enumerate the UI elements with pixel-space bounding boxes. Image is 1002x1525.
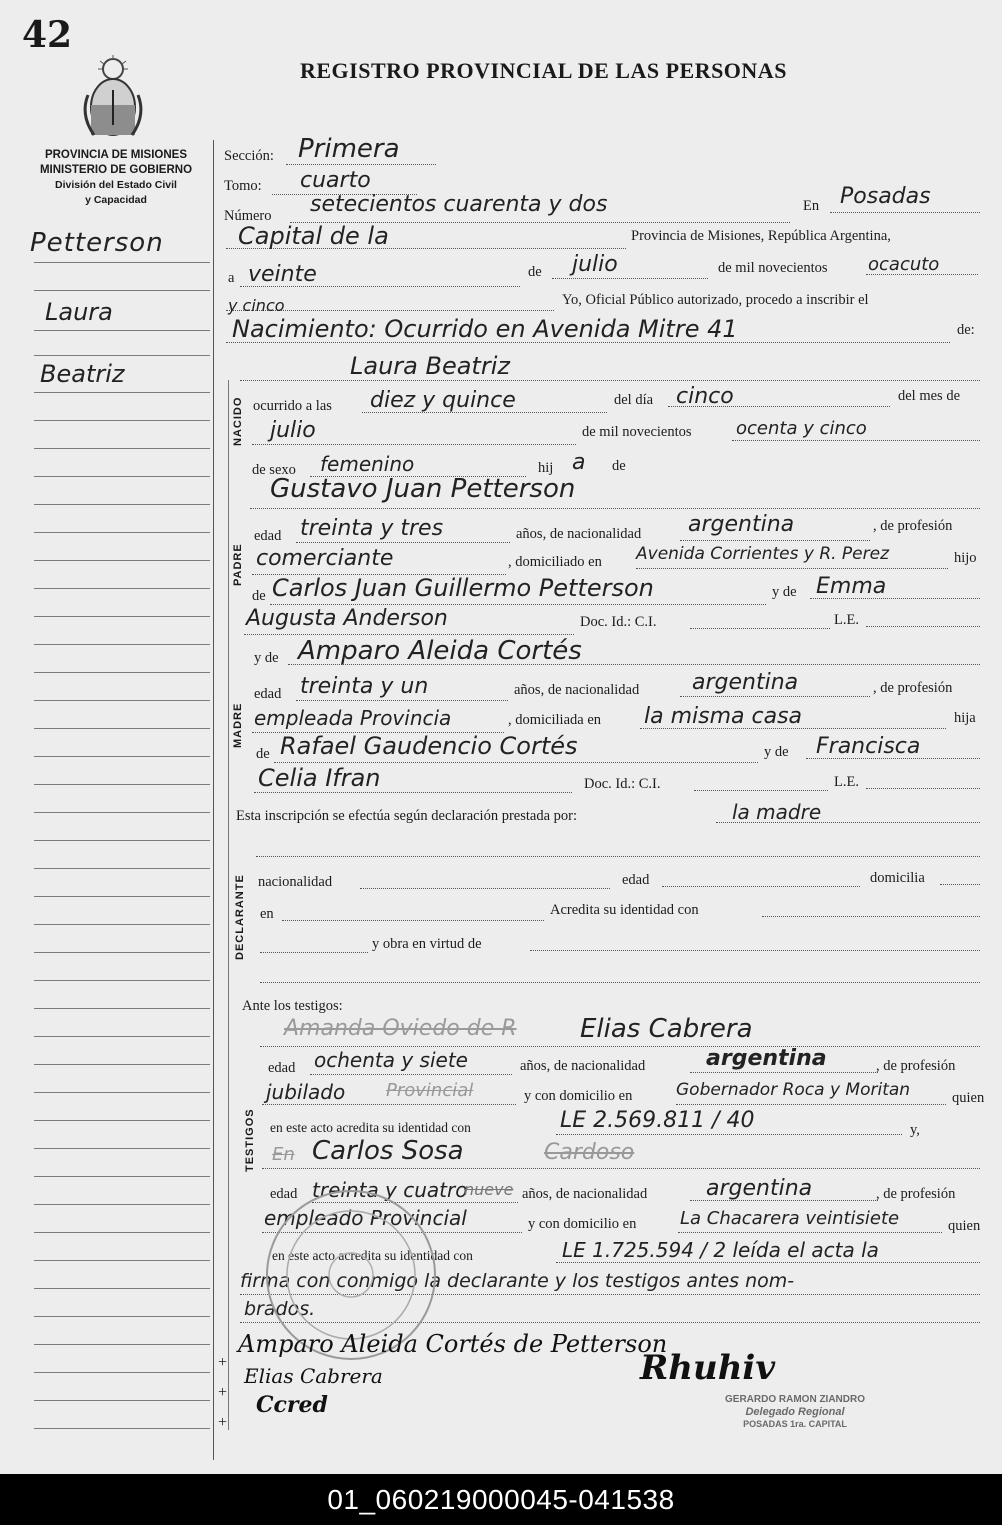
label-padre-nac: años, de nacionalidad (516, 526, 642, 542)
value-t2-prof: empleado Provincial (264, 1206, 467, 1230)
value-sexo: femenino (320, 452, 415, 476)
label-t1-prof: , de profesión (876, 1058, 956, 1074)
label-declarante-dom: domicilia (870, 870, 925, 886)
label-declarante-edad: edad (622, 872, 650, 888)
label-madre-dom: , domiciliada en (508, 712, 602, 728)
label-ante-testigos: Ante los testigos: (242, 998, 343, 1014)
value-dia-nac: cinco (676, 384, 734, 409)
value-padre-prof: comerciante (256, 546, 394, 571)
province-name: PROVINCIA DE MISIONES (44, 149, 188, 161)
section-label-testigos: TESTIGOS (244, 1108, 256, 1172)
label-madre-le: L.E. (834, 774, 859, 790)
value-cierre1: firma con conmigo la declarante y los testigos antes nom- (240, 1270, 795, 1292)
value-madre-padre: Rafael Gaudencio Cortés (280, 732, 578, 760)
label-de-sexo: de sexo (252, 462, 296, 478)
stamp-line1: GERARDO RAMON ZIANDRO (725, 1394, 865, 1405)
value-testigo1: Elias Cabrera (580, 1014, 753, 1044)
signature-testigo2: Ccred (256, 1392, 328, 1418)
division-line2: y Capacidad (85, 194, 147, 206)
value-madre-dom: la misma casa (644, 704, 803, 729)
label-madre-nac: años, de nacionalidad (514, 682, 640, 698)
signature-official: Rhuhiv (640, 1348, 776, 1388)
value-testigo2: Carlos Sosa (312, 1136, 464, 1166)
value-t2-nac: argentina (706, 1176, 813, 1201)
column-divider (213, 140, 214, 1460)
label-padre-dom: , domiciliado en (508, 554, 602, 570)
value-mes-acta: julio (572, 252, 618, 277)
value-anio-acta2: y cinco (228, 296, 285, 315)
label-hij: hij (538, 460, 554, 476)
margin-surname: Petterson (30, 228, 164, 258)
official-stamp (700, 1394, 890, 1430)
signature-madre: Amparo Aleida Cortés de Petterson (238, 1330, 668, 1358)
label-de-mil-nov: de mil novecientos (582, 424, 692, 440)
value-padre-padre: Carlos Juan Guillermo Petterson (272, 574, 654, 602)
value-declarante: la madre (732, 800, 822, 824)
section-label-madre: MADRE (232, 702, 244, 748)
value-testigo2-struck: En (272, 1144, 295, 1165)
label-ocurrido: ocurrido a las (253, 398, 332, 414)
label-del-mes: del mes de (898, 388, 961, 404)
issuer-block (16, 148, 216, 208)
section-label-nacido: NACIDO (232, 396, 244, 446)
ministry-name: MINISTERIO DE GOBIERNO (39, 164, 193, 176)
value-nombre: Laura Beatriz (350, 352, 510, 380)
label-padre-doc: Doc. Id.: C.I. (580, 614, 657, 630)
value-testigo2-struck2: Cardoso (544, 1140, 635, 1165)
label-y-de-madre: y de (254, 650, 279, 666)
stamp-line3: POSADAS 1ra. CAPITAL (743, 1419, 847, 1429)
value-madre-prof: empleada Provincia (254, 706, 452, 730)
signature-testigo1: Elias Cabrera (244, 1364, 383, 1388)
value-padre-madre: Emma (816, 574, 887, 599)
value-t2-edad-struck: nueve (464, 1180, 514, 1199)
label-t1-y: y, (910, 1122, 920, 1138)
label-yo-oficial: Yo, Oficial Público autorizado, procedo a inscribir el (562, 292, 869, 308)
stamp-line2: Delegado Regional (745, 1406, 845, 1418)
label-tomo: Tomo: (224, 178, 262, 194)
value-madre-edad: treinta y un (300, 674, 429, 699)
value-padre-dom: Avenida Corrientes y R. Perez (636, 544, 890, 564)
value-madre-nac: argentina (692, 670, 799, 695)
label-madre-de: de (256, 746, 270, 762)
label-madre-edad: edad (254, 686, 282, 702)
value-numero: setecientos cuarenta y dos (310, 192, 608, 217)
value-madre-madre2: Celia Ifran (258, 764, 381, 792)
signature-marks: + + + (218, 1354, 228, 1431)
label-t1-quien: quien (952, 1090, 985, 1106)
value-hija-suffix: a (572, 450, 586, 475)
label-t2-dom: y con domicilio en (528, 1216, 637, 1232)
label-t2-quien: quien (948, 1218, 981, 1234)
value-t2-dom: La Chacarera veintisiete (680, 1208, 900, 1229)
label-padre-edad: edad (254, 528, 282, 544)
label-a: a (228, 270, 235, 286)
value-padre-nombre: Gustavo Juan Petterson (270, 474, 576, 504)
value-dia-acta: veinte (248, 262, 317, 287)
label-padre-le: L.E. (834, 612, 859, 628)
label-declarante-nac: nacionalidad (258, 874, 333, 890)
value-t2-id: LE 1.725.594 / 2 leída el acta la (562, 1238, 879, 1262)
margin-second-name: Beatriz (40, 360, 125, 388)
label-padre-y-de: y de (772, 584, 797, 600)
label-padre-de: de (252, 588, 266, 604)
label-t1-dom: y con domicilio en (524, 1088, 633, 1104)
value-mes-nac: julio (270, 418, 316, 443)
label-seccion: Sección: (224, 148, 274, 164)
label-madre-y-de: y de (764, 744, 789, 760)
value-madre-nombre: Amparo Aleida Cortés (298, 636, 582, 666)
value-ciudad: Posadas (840, 184, 931, 209)
value-testigo1-struck: Amanda Oviedo de R (284, 1016, 517, 1041)
label-obra: y obra en virtud de (372, 936, 482, 952)
value-t1-dom: Gobernador Roca y Moritan (676, 1080, 911, 1100)
value-t1-id: LE 2.569.811 / 40 (560, 1108, 755, 1133)
division-line1: División del Estado Civil (55, 179, 177, 191)
value-t2-edad: treinta y cuatro (312, 1178, 468, 1202)
label-numero: Número (224, 208, 272, 224)
value-cierre2: brados. (244, 1298, 316, 1320)
label-t2-acredita: en este acto acredita su identidad con (272, 1248, 473, 1263)
value-t1-prof: jubilado (266, 1080, 346, 1104)
label-del-dia: del día (614, 392, 654, 408)
label-inscripcion: Esta inscripción se efectúa según declaración prestada por: (236, 808, 578, 824)
label-t2-prof: , de profesión (876, 1186, 956, 1202)
value-seccion: Primera (298, 134, 400, 164)
value-padre-madre2: Augusta Anderson (246, 606, 448, 631)
label-de-colon: de: (957, 322, 975, 338)
section-label-declarante: DECLARANTE (234, 874, 246, 960)
document-title: REGISTRO PROVINCIAL DE LAS PERSONAS (300, 58, 787, 83)
label-de: de (528, 264, 542, 280)
label-de-2: de (612, 458, 626, 474)
label-madre-doc: Doc. Id.: C.I. (584, 776, 661, 792)
value-tomo: cuarto (300, 168, 371, 193)
coat-of-arms-icon (80, 55, 146, 143)
label-en: En (803, 198, 820, 214)
footer-code: 01_060219000045-041538 (0, 1474, 1002, 1525)
label-acredita: Acredita su identidad con (550, 902, 699, 918)
section-label-padre: PADRE (232, 543, 244, 586)
value-t1-nac: argentina (706, 1046, 827, 1071)
value-tipo-acta: Nacimiento: Ocurrido en Avenida Mitre 41 (232, 315, 738, 343)
label-hija: hija (954, 710, 976, 726)
label-t1-nac: años, de nacionalidad (520, 1058, 646, 1074)
value-anio-acta: ocacuto (868, 254, 940, 275)
label-t2-edad: edad (270, 1186, 298, 1202)
value-padre-nac: argentina (688, 512, 795, 537)
margin-first-name: Laura (45, 298, 113, 326)
section-divider (228, 380, 229, 1430)
label-hijo: hijo (954, 550, 977, 566)
value-hora: diez y quince (370, 388, 516, 413)
value-madre-madre: Francisca (816, 734, 921, 759)
label-madre-prof: , de profesión (873, 680, 953, 696)
page-number: 42 (22, 14, 73, 56)
label-t1-acredita: en este acto acredita su identidad con (270, 1120, 471, 1135)
label-t2-nac: años, de nacionalidad (522, 1186, 648, 1202)
label-t1-edad: edad (268, 1060, 296, 1076)
value-t1-edad: ochenta y siete (314, 1048, 468, 1072)
value-anio-nac: ocenta y cinco (736, 418, 867, 439)
label-de-mil: de mil novecientos (718, 260, 828, 276)
label-provincia: Provincia de Misiones, República Argentina, (631, 228, 891, 244)
value-capital: Capital de la (238, 222, 389, 250)
label-padre-prof: , de profesión (873, 518, 953, 534)
value-t1-prof-struck: Provincial (386, 1080, 474, 1101)
value-padre-edad: treinta y tres (300, 516, 444, 541)
label-declarante-en: en (260, 906, 274, 922)
